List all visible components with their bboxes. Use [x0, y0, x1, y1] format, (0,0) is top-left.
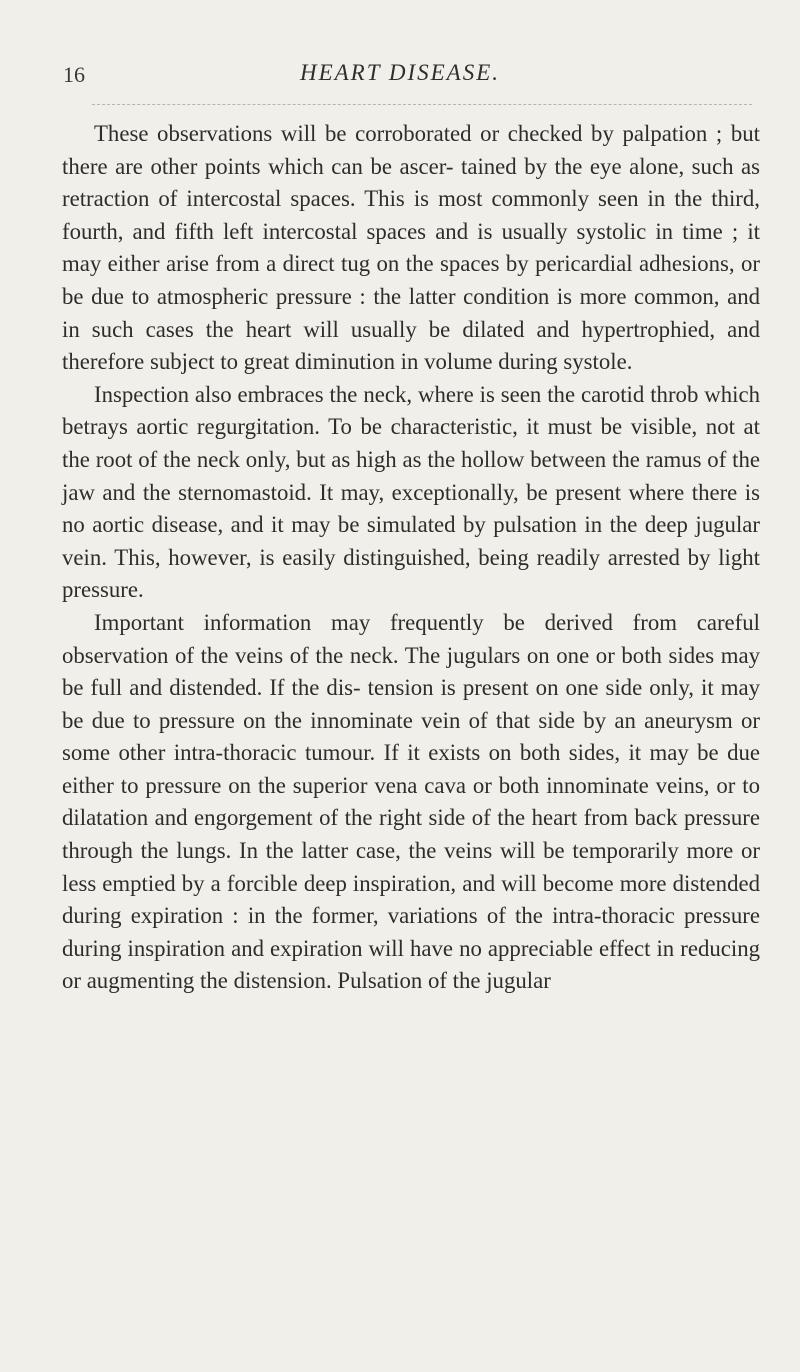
paragraph-inspection-neck: Inspection also embraces the neck, where is seen the carotid throb which betrays aortic regurgitation. To be characteristic, it must be visible, not at the root of the neck only, but as high as the hollow between the ramus of the jaw and the sternomastoid. It may, exceptionally, be present where there is no aortic disease, and it may be simulated by pulsation in the deep jugular vein. This, however, is easily distinguished, being readily arrested by light pressure. — [62, 381, 760, 603]
body-text — [62, 118, 760, 998]
running-title: HEART DISEASE. — [299, 60, 501, 85]
running-head — [0, 54, 800, 86]
paragraph-neck-veins: Important information may frequently be derived from careful observation of the veins of the neck. The jugulars on one or both sides may be full and distended. If the dis- tension is present on one side only, it may be due to pressure on the innominate vein of that side by an aneurysm or some other intra-thoracic tumour. If it exists on both sides, it may be due either to pressure on the superior vena cava or both innominate veins, or to dilatation and engorgement of the right side of the heart from back pressure through the lungs. In the latter case, the veins will be temporarily more or less emptied by a forcible deep inspiration, and will become more distended during expiration : in the former, variations of the intra-thoracic pressure during inspiration and expiration will have no appreciable effect in reducing or augmenting the distension. Pulsation of the jugular — [62, 609, 760, 994]
header-rule — [92, 104, 752, 105]
paragraph-retraction: These observations will be corroborated or checked by palpation ; but there are other points which can be ascer- tained by the eye alone, such as retraction of intercostal spaces. This is most commonly seen in the third, fourth, and fifth left intercostal spaces and is usually systolic in time ; it may either arise from a direct tug on the spaces by pericardial adhesions, or be due to atmospheric pressure : the latter condition is more common, and in such cases the heart will usually be dilated and hypertrophied, and therefore subject to great diminution in volume during systole. — [62, 121, 760, 375]
page-number: 16 — [63, 62, 85, 87]
